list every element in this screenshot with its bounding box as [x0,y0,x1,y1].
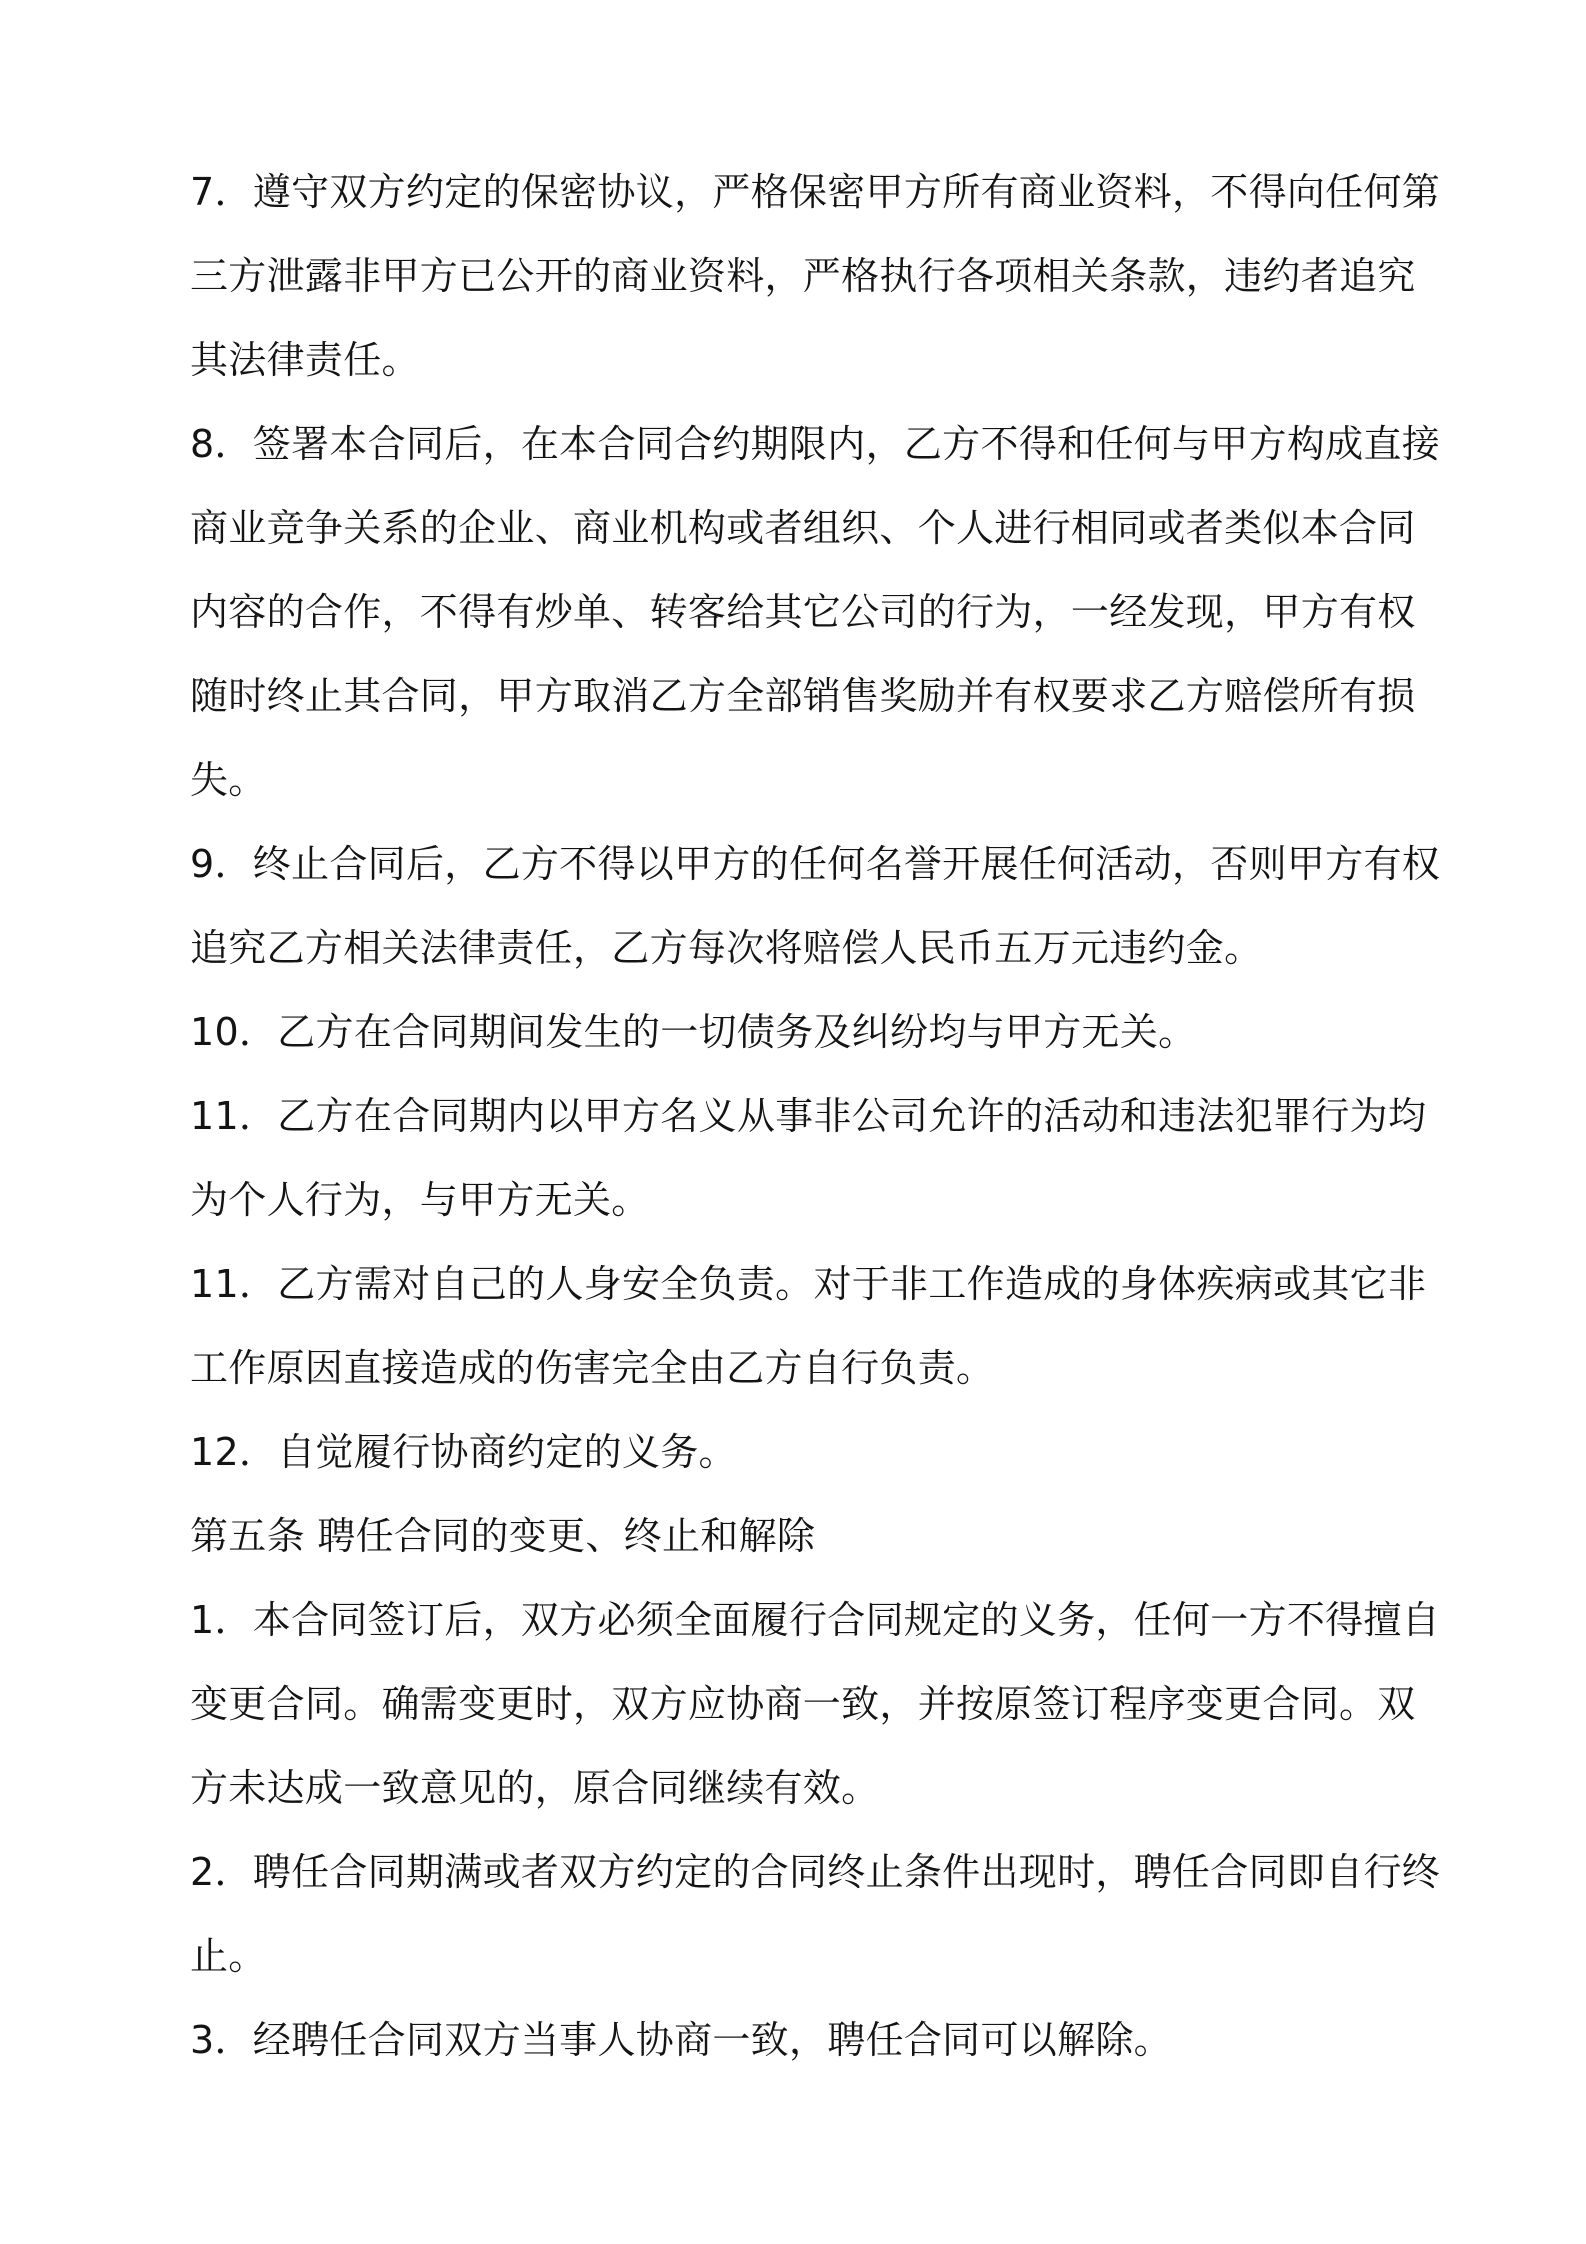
clause-12-line-1: 12．自觉履行协商约定的义务。 [190,1430,737,1474]
article-5-clause-1-line-3: 方未达成一致意见的，原合同继续有效。 [190,1766,880,1810]
article-5-clause-3-line-1: 3．经聘任合同双方当事人协商一致，聘任合同可以解除。 [190,2018,1172,2062]
clause-7-line-2: 三方泄露非甲方已公开的商业资料，严格执行各项相关条款，违约者追究 [190,254,1416,298]
clause-7-line-3: 其法律责任。 [190,338,420,382]
clause-8-line-5: 失。 [190,758,267,802]
clause-8-line-1: 8．签署本合同后，在本合同合约期限内，乙方不得和任何与甲方构成直接 [190,422,1441,466]
article-5-heading: 第五条 聘任合同的变更、终止和解除 [190,1514,816,1558]
article-5-clause-1-line-1: 1．本合同签订后，双方必须全面履行合同规定的义务，任何一方不得擅自 [190,1598,1441,1642]
clause-11a-line-2: 为个人行为，与甲方无关。 [190,1178,650,1222]
clause-9-line-2: 追究乙方相关法律责任，乙方每次将赔偿人民币五万元违约金。 [190,926,1263,970]
article-5-clause-2-line-1: 2．聘任合同期满或者双方约定的合同终止条件出现时，聘任合同即自行终 [190,1850,1441,1894]
clause-10-line-1: 10．乙方在合同期间发生的一切债务及纠纷均与甲方无关。 [190,1010,1197,1054]
clause-7-line-1: 7．遵守双方约定的保密协议，严格保密甲方所有商业资料，不得向任何第 [190,170,1441,214]
clause-11b-line-1: 11．乙方需对自己的人身安全负责。对于非工作造成的身体疾病或其它非 [190,1262,1427,1306]
clause-8-line-4: 随时终止其合同，甲方取消乙方全部销售奖励并有权要求乙方赔偿所有损 [190,674,1416,718]
document-body [190,150,1441,2082]
article-5-clause-2-line-2: 止。 [190,1934,267,1978]
clause-8-line-3: 内容的合作，不得有炒单、转客给其它公司的行为，一经发现，甲方有权 [190,590,1416,634]
clause-11b-line-2: 工作原因直接造成的伤害完全由乙方自行负责。 [190,1346,995,1390]
clause-8-line-2: 商业竞争关系的企业、商业机构或者组织、个人进行相同或者类似本合同 [190,506,1416,550]
clause-11a-line-1: 11．乙方在合同期内以甲方名义从事非公司允许的活动和违法犯罪行为均 [190,1094,1427,1138]
article-5-clause-1-line-2: 变更合同。确需变更时，双方应协商一致，并按原签订程序变更合同。双 [190,1682,1416,1726]
clause-9-line-1: 9．终止合同后，乙方不得以甲方的任何名誉开展任何活动，否则甲方有权 [190,842,1441,886]
